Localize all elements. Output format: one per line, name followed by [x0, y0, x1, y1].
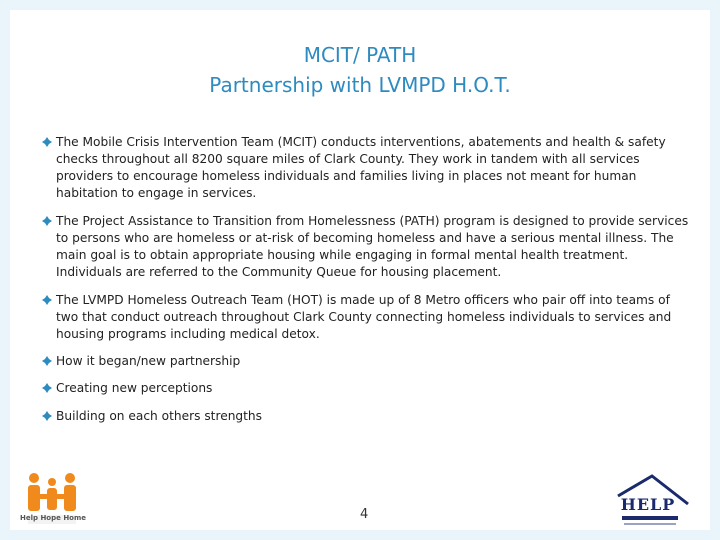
help-logo-text: HELP [620, 495, 676, 514]
diamond-bullet-icon [42, 383, 52, 393]
bullet-item [40, 408, 690, 425]
left-logo-caption: Help Hope Home [20, 514, 87, 522]
slide-title [0, 40, 720, 100]
diamond-bullet-icon [42, 137, 52, 147]
diamond-bullet-icon [42, 411, 52, 421]
diamond-bullet-icon [42, 356, 52, 366]
diamond-bullet-icon [42, 295, 52, 305]
bullet-text: How it began/new partnership [56, 354, 241, 368]
page-number: 4 [360, 507, 369, 522]
bullet-text: The LVMPD Homeless Outreach Team (HOT) is made up of 8 Metro officers who pair off into teams of two that conduct outreach throughout Clark County connecting homeless individuals to services and housing programs including medical detox. [56, 293, 672, 341]
bullet-item [40, 353, 690, 370]
diamond-bullet-icon [42, 216, 52, 226]
title-line-2: Partnership with LVMPD H.O.T. [209, 73, 511, 97]
bullet-item [40, 134, 690, 202]
title-line-1: MCIT/ PATH [303, 43, 417, 67]
bullet-list [40, 134, 690, 425]
bullet-text: Creating new perceptions [56, 381, 213, 395]
bullet-item [40, 213, 690, 281]
bullet-item [40, 380, 690, 397]
bullet-text: Building on each others strengths [56, 409, 263, 423]
bullet-item [40, 292, 690, 343]
bullet-text: The Project Assistance to Transition from Homelessness (PATH) program is designed to provide services to persons who are homeless or at-risk of becoming homeless and have a serious mental illness. The main goal is to obtain appropriate housing while engaging in formal mental health treatment. Individuals are referred to the Community Queue for housing placement. [56, 214, 689, 279]
bullet-text: The Mobile Crisis Intervention Team (MCIT) conducts interventions, abatements and health & safety checks throughout all 8200 square miles of Clark County. They work in tandem with all services providers to encourage homeless individuals and families living in places not meant for human habitation to engage in services. [56, 135, 666, 200]
